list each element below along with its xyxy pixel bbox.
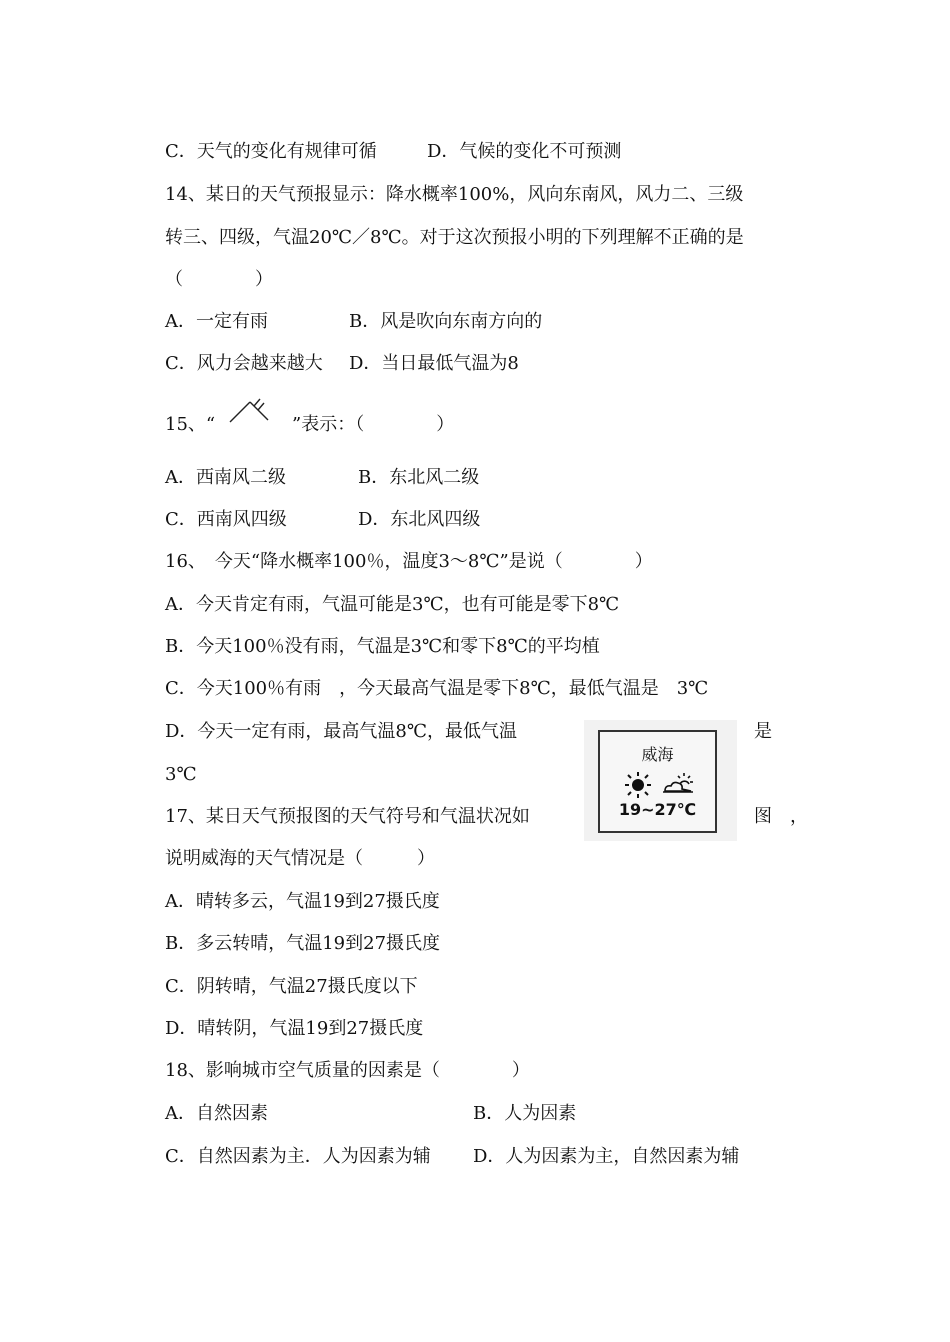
- q17-option-a: A．晴转多云，气温19到27摄氏度: [165, 891, 440, 912]
- q14-stem-line2: 转三、四级，气温20℃／8℃。对于这次预报小明的下列理解不正确的是: [165, 227, 744, 248]
- q13-option-c: C．天气的变化有规律可循: [165, 141, 377, 162]
- q15-option-c: C．西南风四级: [165, 509, 287, 530]
- q14-option-b: B．风是吹向东南方向的: [349, 311, 543, 332]
- partly-cloudy-icon: [662, 772, 694, 796]
- q14-option-a: A．一定有雨: [165, 311, 268, 332]
- q17-stem-line2: 说明威海的天气情况是（ ）: [165, 848, 435, 869]
- weather-forecast-picture: [584, 720, 737, 841]
- q13-option-d: D．气候的变化不可预测: [427, 141, 622, 162]
- q14-stem-line1: 14、某日的天气预报显示：降水概率100%，风向东南风，风力二、三级: [165, 184, 744, 205]
- q18-option-b: B．人为因素: [473, 1103, 577, 1124]
- q15-stem-suffix: ”表示：（ ）: [292, 414, 455, 435]
- q16-option-d-line1: D．今天一定有雨，最高气温8℃，最低气温: [165, 721, 518, 742]
- q14-answer-paren: （ ）: [165, 269, 273, 290]
- q17-option-c: C．阴转晴，气温27摄氏度以下: [165, 976, 418, 997]
- q16-option-a: A．今天肯定有雨，气温可能是3℃，也有可能是零下8℃: [165, 594, 620, 615]
- q18-option-d: D．人为因素为主，自然因素为辅: [473, 1146, 740, 1167]
- q15-option-d: D．东北风四级: [358, 509, 481, 530]
- q17-stem-line1: 17、某日天气预报图的天气符号和气温状况如: [165, 806, 530, 827]
- q16-option-d-end: 是: [754, 721, 772, 742]
- q15-stem-prefix: 15、“: [165, 414, 216, 435]
- q16-option-b: B．今天100％没有雨，气温是3℃和零下8℃的平均植: [165, 636, 600, 657]
- q16-option-d-line2: 3℃: [165, 764, 197, 785]
- q18-stem: 18、影响城市空气质量的因素是（ ）: [165, 1060, 530, 1081]
- q16-stem: 16、 今天“降水概率100％，温度3～8℃”是说（ ）: [165, 551, 653, 572]
- q16-option-c: C．今天100％有雨 ，今天最高气温是零下8℃，最低气温是 3℃: [165, 678, 709, 699]
- forecast-frame: [598, 730, 717, 833]
- q17-option-b: B．多云转晴，气温19到27摄氏度: [165, 933, 441, 954]
- q17-option-d: D．晴转阴，气温19到27摄氏度: [165, 1018, 424, 1039]
- q15-option-b: B．东北风二级: [358, 467, 480, 488]
- q18-option-a: A．自然因素: [165, 1103, 268, 1124]
- q17-stem-end: 图 ，: [754, 806, 808, 827]
- forecast-city: 威海: [641, 745, 674, 764]
- q14-option-d: D．当日最低气温为8: [349, 353, 519, 374]
- sunny-icon: [624, 772, 652, 798]
- q18-option-c: C．自然因素为主．人为因素为辅: [165, 1146, 431, 1167]
- forecast-temperature: 19~27℃: [618, 800, 697, 819]
- wind-barb-icon: [226, 396, 274, 426]
- q15-option-a: A．西南风二级: [165, 467, 286, 488]
- q14-option-c: C．风力会越来越大: [165, 353, 323, 374]
